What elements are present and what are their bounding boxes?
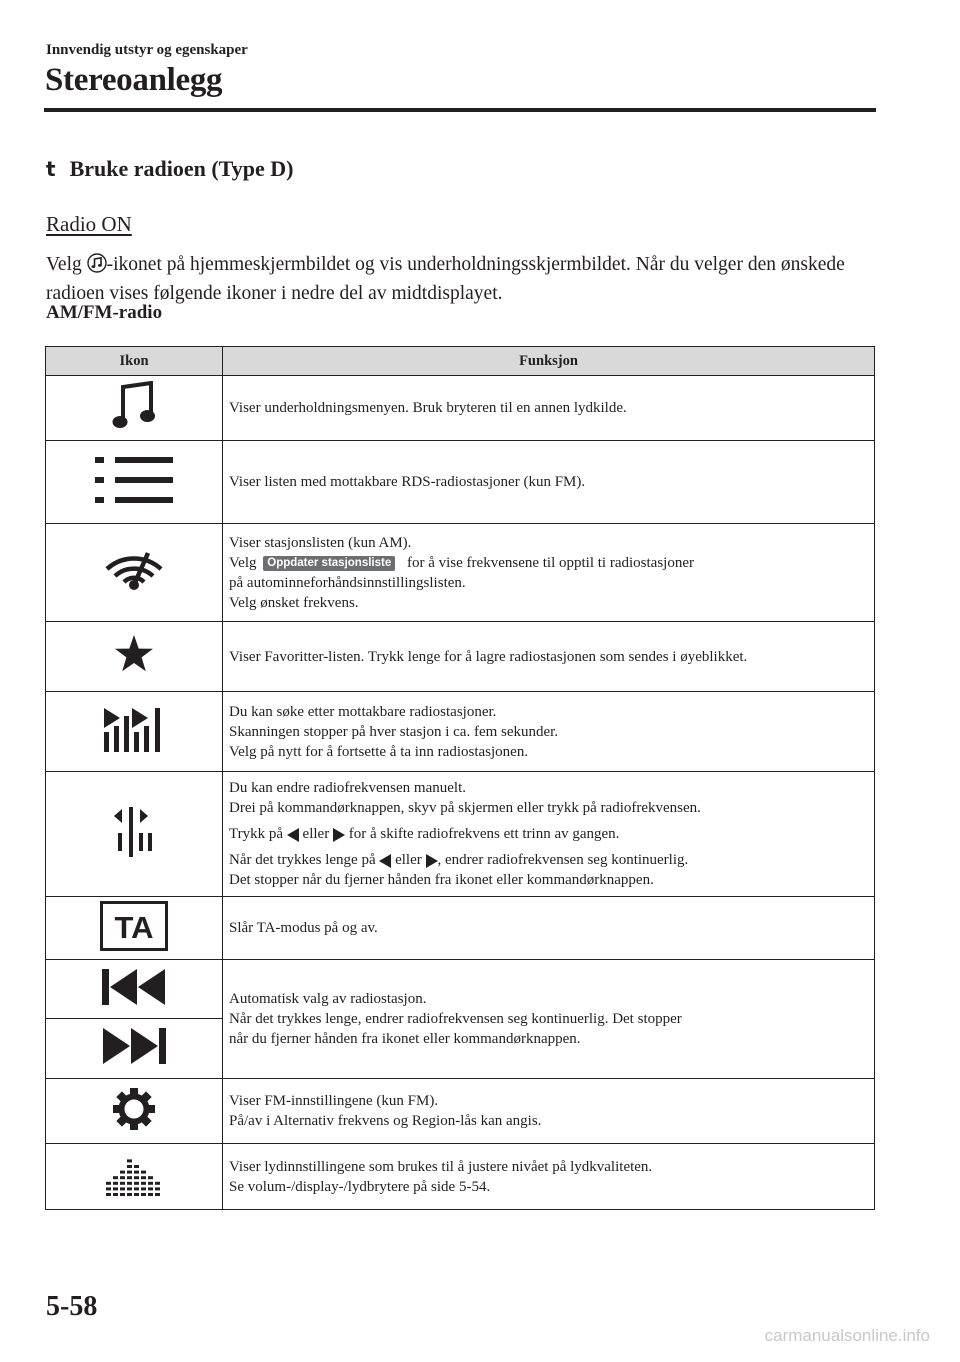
update-station-list-button[interactable]: Oppdater stasjonsliste	[263, 556, 395, 571]
list-icon	[95, 457, 173, 503]
text-line: på autominneforhåndsinnstillingslisten.	[229, 574, 466, 591]
function-text	[223, 692, 875, 772]
text-line: Velg på nytt for å fortsette å ta inn radiostasjonen.	[229, 743, 529, 760]
icon-cell	[46, 897, 223, 960]
icon-cell	[46, 524, 223, 622]
icon-cell	[46, 772, 223, 897]
table-row	[46, 960, 875, 1019]
ta-icon	[100, 901, 168, 951]
function-text	[223, 1144, 875, 1210]
table-row	[46, 622, 875, 692]
text-line: Trykk på eller for å skifte radiofrekvens ett trinn av gangen.	[229, 826, 620, 842]
function-text	[223, 960, 875, 1079]
text-line: Viser lydinnstillingene som brukes til å justere nivået på lydkvaliteten.	[229, 1158, 653, 1175]
function-text	[223, 772, 875, 897]
text-line: Du kan søke etter mottakbare radiostasjoner.	[229, 703, 497, 720]
antenna-icon	[103, 549, 165, 591]
function-text: Viser listen med mottakbare RDS-radiostasjoner (kun FM).	[223, 441, 875, 524]
text-line: Velg Oppdater stasjonsliste for å vise frekvensene til opptil ti radiostasjoner	[229, 554, 694, 571]
function-text: Slår TA-modus på og av.	[223, 897, 875, 960]
heading-title: Bruke radioen (Type D)	[69, 156, 294, 181]
header-icon: Ikon	[46, 347, 223, 376]
icon-cell	[46, 376, 223, 441]
intro-paragraph	[46, 252, 866, 307]
icon-cell	[46, 1079, 223, 1144]
music-note-icon	[87, 253, 107, 281]
heading-marker: t	[46, 157, 56, 181]
table-row	[46, 772, 875, 897]
triangle-right-icon	[333, 828, 345, 842]
seek-back-icon	[102, 969, 166, 1005]
text-line: Viser FM-innstillingene (kun FM).	[229, 1093, 439, 1109]
radio-on-heading: Radio ON	[46, 212, 132, 236]
manual-tune-icon	[114, 807, 154, 857]
text-line: Se volum-/display-/lydbrytere på side 5-54.	[229, 1178, 491, 1195]
star-icon	[114, 635, 154, 673]
seek-forward-icon	[102, 1028, 166, 1064]
watermark-site: carmanualsonline.info	[764, 1326, 930, 1345]
table-header-row	[46, 347, 875, 376]
page-number: 5-58	[46, 1291, 98, 1322]
header-function: Funksjon	[223, 347, 875, 376]
table-row	[46, 692, 875, 772]
music-note-icon	[111, 381, 157, 431]
icon-cell	[46, 1144, 223, 1210]
icon-cell	[46, 960, 223, 1019]
triangle-left-icon	[379, 854, 391, 868]
text-line: når du fjerner hånden fra ikonet eller kommandørknappen.	[229, 1031, 581, 1047]
text-line: Drei på kommandørknappen, skyv på skjermen eller trykk på radiofrekvensen.	[229, 800, 701, 816]
icon-cell	[46, 692, 223, 772]
function-text	[223, 1079, 875, 1144]
section-title: Innvendig utstyr og egenskaper	[46, 42, 248, 58]
text-line: På/av i Alternativ frekvens og Region-lås kan angis.	[229, 1113, 542, 1129]
intro-text-end: -ikonet på hjemmeskjermbildet og vis underholdningsskjermbildet. Når du velger den ønskede radioen vises følgende ikoner i nedre del av midtdisplayet.	[46, 254, 845, 304]
icon-cell	[46, 441, 223, 524]
gear-icon	[113, 1088, 155, 1130]
function-text: Viser underholdningsmenyen. Bruk bryteren til en annen lydkilde.	[223, 376, 875, 441]
text-line: Viser stasjonslisten (kun AM).	[229, 534, 412, 551]
table-row	[46, 524, 875, 622]
triangle-left-icon	[287, 828, 299, 842]
table-row	[46, 1144, 875, 1210]
table-row	[46, 897, 875, 960]
function-text	[223, 524, 875, 622]
text-line: Når det trykkes lenge på eller , endrer radiofrekvensen seg kontinuerlig.	[229, 852, 689, 868]
function-table	[45, 346, 875, 1210]
table-row	[46, 1079, 875, 1144]
main-heading	[46, 156, 293, 182]
text-line: Du kan endre radiofrekvensen manuelt.	[229, 780, 466, 796]
amfm-heading: AM/FM-radio	[46, 302, 163, 323]
text-line: Det stopper når du fjerner hånden fra ikonet eller kommandørknappen.	[229, 872, 654, 888]
table-row	[46, 376, 875, 441]
function-text: Viser Favoritter-listen. Trykk lenge for å lagre radiostasjonen som sendes i øyeblikket.	[223, 622, 875, 692]
intro-text-start: Velg	[46, 254, 87, 275]
text-line: Skanningen stopper på hver stasjon i ca. fem sekunder.	[229, 723, 559, 740]
chapter-title: Stereoanlegg	[45, 62, 223, 98]
text-line: Automatisk valg av radiostasjon.	[229, 991, 427, 1007]
icon-cell	[46, 1019, 223, 1079]
icon-cell	[46, 622, 223, 692]
header-rule	[44, 108, 876, 112]
svg-text:TA: TA	[114, 909, 154, 945]
scan-icon	[104, 706, 164, 752]
table-row	[46, 441, 875, 524]
text-line: Velg ønsket frekvens.	[229, 594, 359, 611]
text-line: Når det trykkes lenge, endrer radiofrekvensen seg kontinuerlig. Det stopper	[229, 1011, 682, 1027]
triangle-right-icon	[426, 854, 438, 868]
sound-settings-icon	[106, 1152, 162, 1196]
